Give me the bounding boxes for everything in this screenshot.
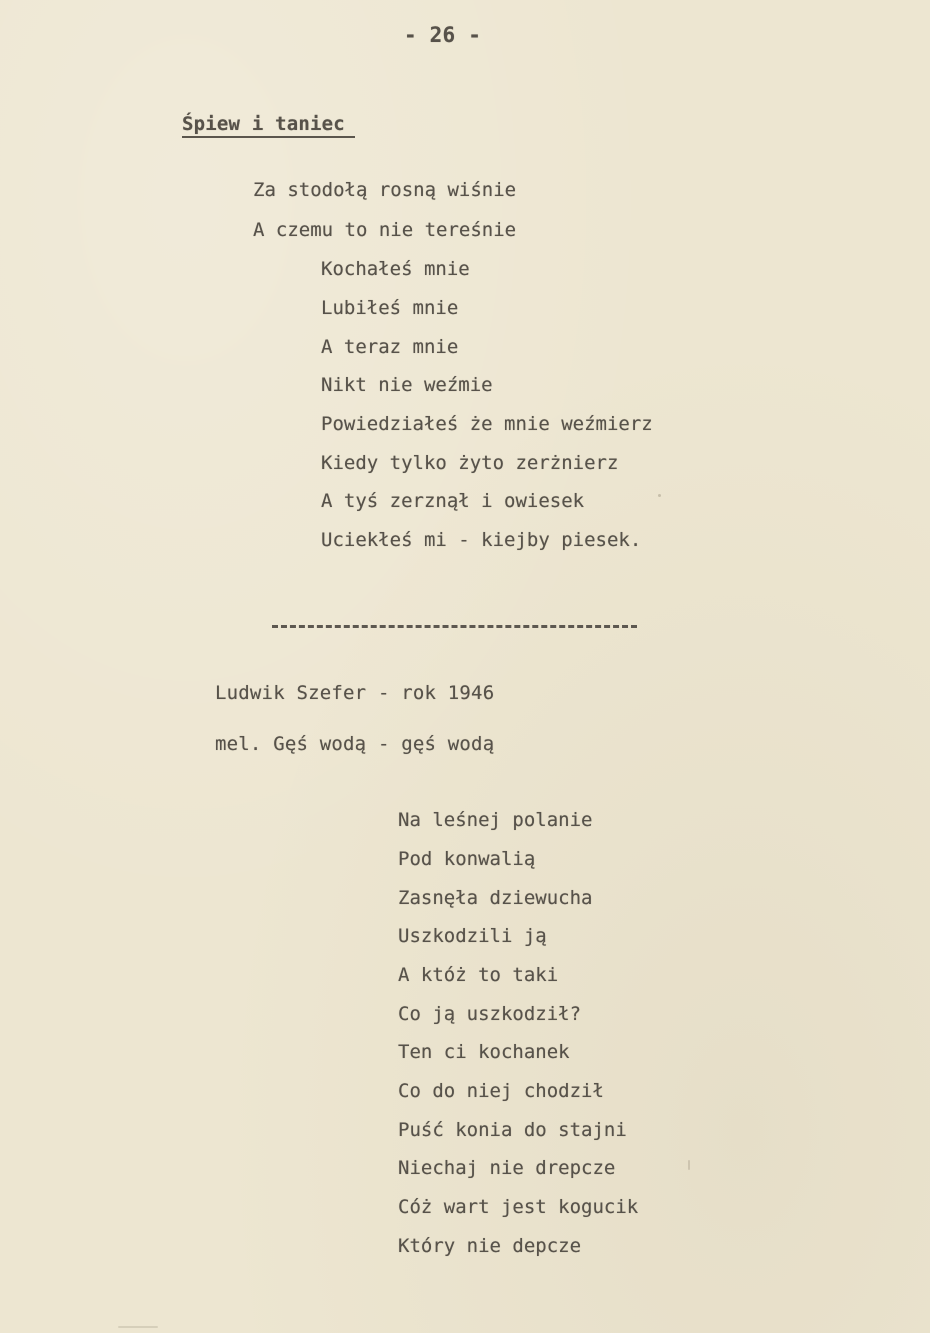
verse-line: Uszkodzili ją xyxy=(398,925,547,947)
melody-line: mel. Gęś wodą - gęś wodą xyxy=(215,733,495,755)
paper-speck xyxy=(118,1326,158,1328)
verse-line: Co ją uszkodził? xyxy=(398,1003,582,1025)
verse-line: Za stodołą rosną wiśnie xyxy=(253,179,517,201)
author-line: Ludwik Szefer - rok 1946 xyxy=(215,682,495,704)
verse-line: Powiedziałeś że mnie weźmierz xyxy=(321,413,653,435)
verse-line: Nikt nie weźmie xyxy=(321,374,493,396)
page-number: - 26 - xyxy=(404,23,482,47)
verse-line: Na leśnej polanie xyxy=(398,809,593,831)
paper-speck xyxy=(688,1160,690,1170)
verse-line: Kochałeś mnie xyxy=(321,258,470,280)
verse-line: Ten ci kochanek xyxy=(398,1041,570,1063)
verse-line: Co do niej chodził xyxy=(398,1080,604,1102)
verse-line: Uciekłeś mi - kiejby piesek. xyxy=(321,529,642,551)
verse-line: Cóż wart jest kogucik xyxy=(398,1196,639,1218)
verse-line: A któż to taki xyxy=(398,964,559,986)
paper-speck xyxy=(658,494,661,497)
section-divider xyxy=(272,625,637,628)
verse-line: Lubiłeś mnie xyxy=(321,297,459,319)
verse-line: A teraz mnie xyxy=(321,336,459,358)
section-title: Śpiew i taniec xyxy=(182,113,355,138)
verse-line: Który nie depcze xyxy=(398,1235,582,1257)
verse-line: Niechaj nie drepcze xyxy=(398,1157,616,1179)
verse-line: Pod konwalią xyxy=(398,848,536,870)
verse-line: A tyś zerznął i owiesek xyxy=(321,490,585,512)
verse-line: A czemu to nie tereśnie xyxy=(253,219,517,241)
verse-line: Kiedy tylko żyto zerżnierz xyxy=(321,452,619,474)
verse-line: Zasnęła dziewucha xyxy=(398,887,593,909)
verse-line: Puść konia do stajni xyxy=(398,1119,627,1141)
